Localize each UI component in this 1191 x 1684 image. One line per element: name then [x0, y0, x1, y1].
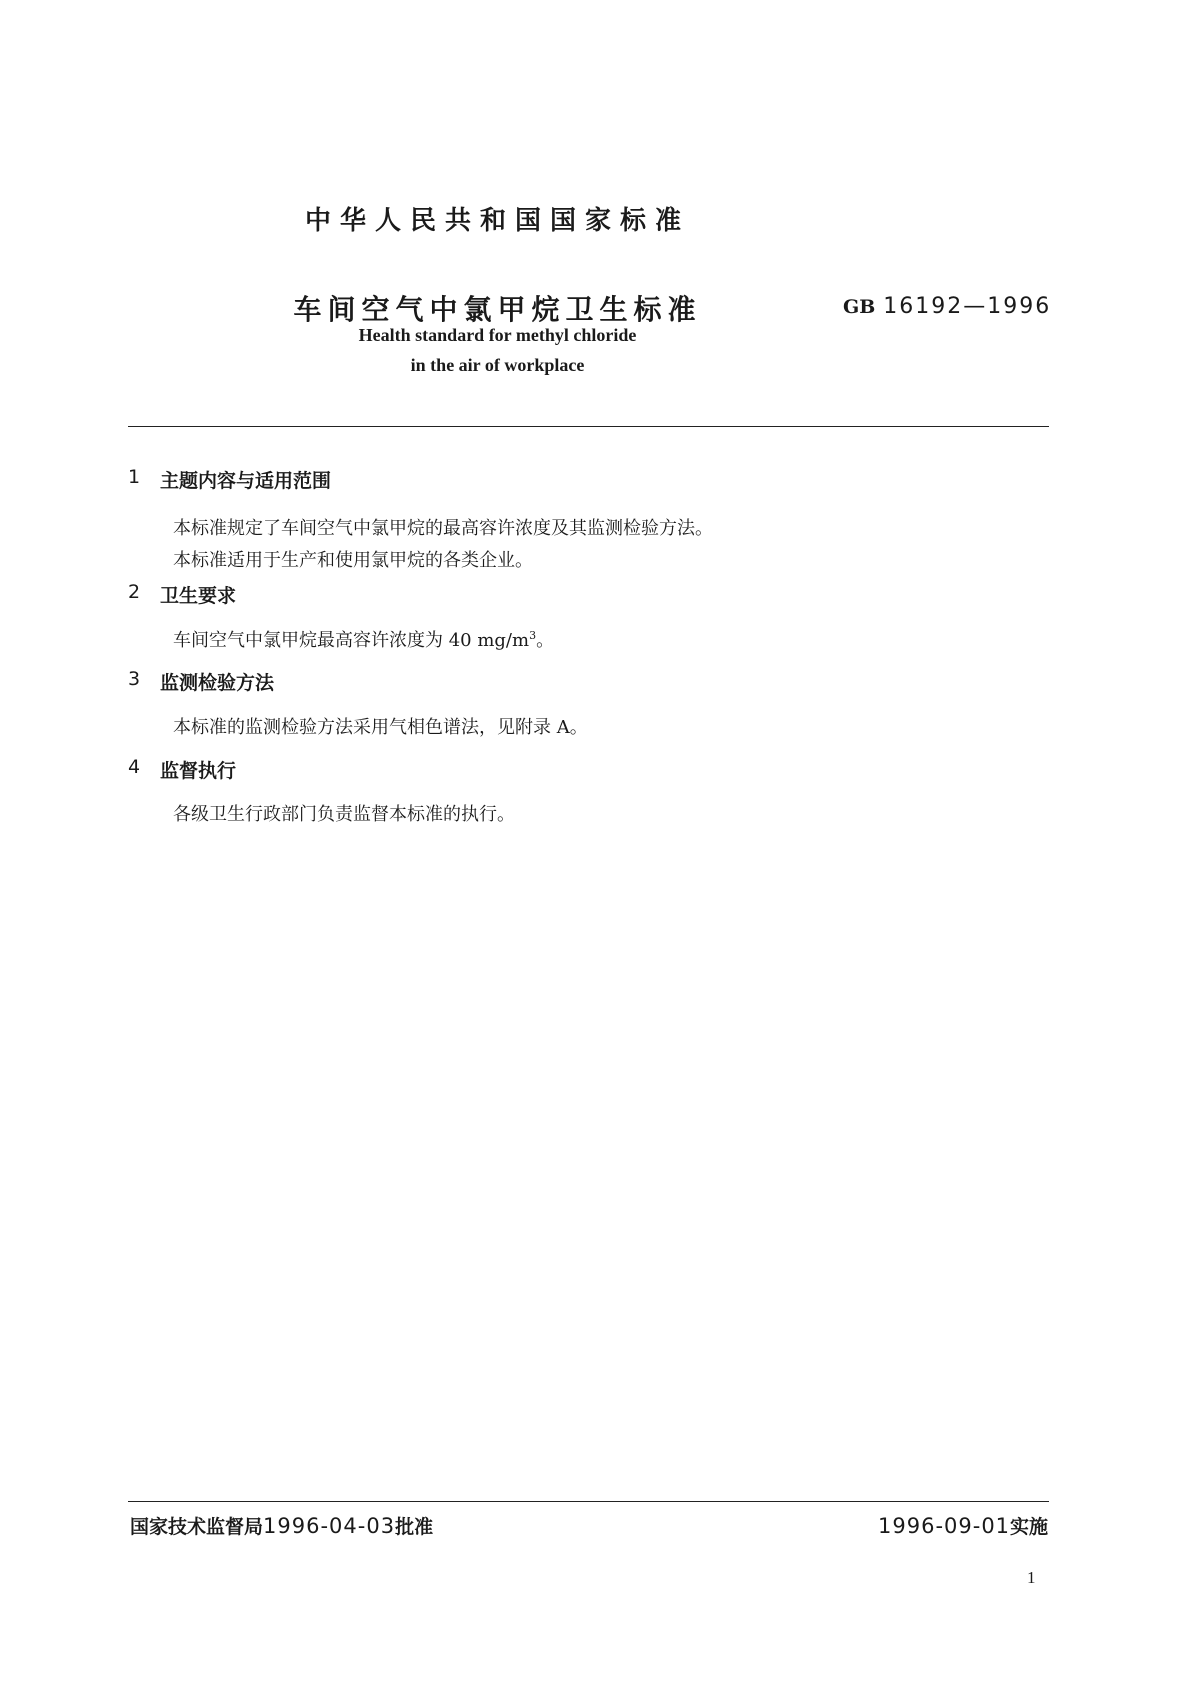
section-paragraph: 各级卫生行政部门负责监督本标准的执行。 — [173, 804, 515, 825]
section-heading: 主题内容与适用范围 — [160, 470, 332, 492]
page-number: 1 — [1027, 1568, 1036, 1587]
effective-label: 实施 — [1010, 1516, 1049, 1538]
footer-divider — [128, 1501, 1049, 1502]
approval-date: 1996-04-03 — [263, 1514, 396, 1538]
section-number: 2 — [128, 581, 141, 603]
approving-authority: 国家技术监督局 — [130, 1516, 264, 1538]
section-paragraph: 本标准规定了车间空气中氯甲烷的最高容许浓度及其监测检验方法。 — [173, 518, 713, 539]
section-number: 1 — [128, 466, 141, 488]
section-heading: 监督执行 — [160, 760, 237, 782]
national-standard-heading: 中华人民共和国国家标准 — [304, 206, 690, 236]
section-paragraph: 本标准的监测检验方法采用气相色谱法，见附录 A。 — [173, 717, 588, 738]
effective-date: 1996-09-01 — [878, 1514, 1011, 1538]
standard-title-english-line2: in the air of workplace — [410, 355, 585, 375]
approval-line — [130, 1512, 433, 1539]
concentration-limit-text: 车间空气中氯甲烷最高容许浓度为 40 mg/m — [173, 630, 530, 651]
section-number: 3 — [128, 668, 141, 690]
concentration-limit-period: 。 — [536, 630, 555, 651]
header-divider — [128, 426, 1049, 427]
standard-title-english-line1: Health standard for methyl chloride — [358, 325, 637, 345]
standard-code-prefix: GB — [843, 296, 876, 318]
standard-title-chinese: 车间空气中氯甲烷卫生标准 — [293, 293, 702, 326]
approval-label: 批准 — [395, 1516, 434, 1538]
unit-superscript: 3 — [529, 629, 537, 642]
concentration-limit-paragraph — [173, 626, 554, 652]
effective-line — [878, 1512, 1048, 1539]
section-heading: 监测检验方法 — [160, 672, 275, 694]
section-heading: 卫生要求 — [160, 585, 237, 607]
standard-code-number: 16192—1996 — [883, 294, 1052, 319]
section-number: 4 — [128, 756, 141, 778]
section-paragraph: 本标准适用于生产和使用氯甲烷的各类企业。 — [173, 550, 533, 571]
standard-code — [843, 294, 1051, 319]
